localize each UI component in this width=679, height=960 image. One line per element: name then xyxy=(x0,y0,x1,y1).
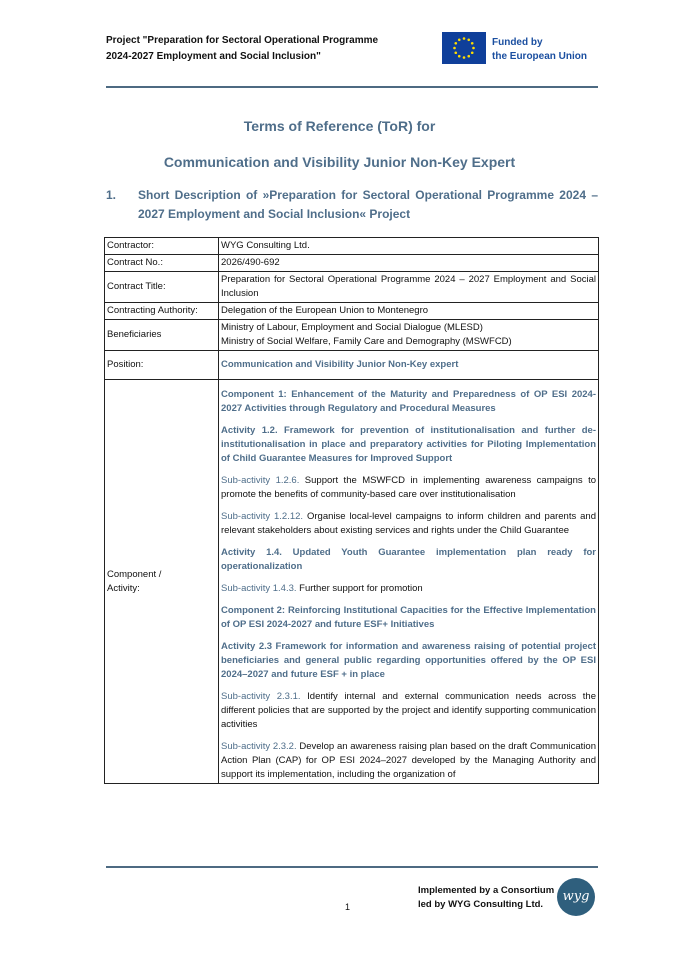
eu-star-icon xyxy=(471,51,474,54)
row-label: Contract No.: xyxy=(105,255,219,272)
eu-star-icon xyxy=(458,55,461,58)
component-label-line-2: Activity: xyxy=(107,582,140,594)
beneficiary-2: Ministry of Social Welfare, Family Care and Demography (MSWFCD) xyxy=(221,336,512,347)
implemented-line-2: led by WYG Consulting Ltd. xyxy=(418,899,544,910)
eu-star-icon xyxy=(454,51,457,54)
row-label: Beneficiaries xyxy=(105,320,219,351)
sub-activity-text: Organise local-level campaigns to inform children and parents and relevant stakeholders about existing services and rights under the Child Guarantee xyxy=(221,511,596,536)
sub-activity-id: Sub-activity 1.4.3. xyxy=(221,583,297,594)
eu-star-icon xyxy=(463,37,466,40)
table-row xyxy=(105,255,599,272)
sub-activity-1-4-3 xyxy=(221,582,596,596)
row-value: Delegation of the European Union to Montenegro xyxy=(219,303,599,320)
row-value xyxy=(219,320,599,351)
row-value: 2026/490-692 xyxy=(219,255,599,272)
activity-1-2-heading: Activity 1.2. Framework for prevention of institutionalisation and further de-institutionalisation in place and preparatory activities for Piloting Implementation of Child Guarantee Measures for Improved Support xyxy=(221,425,596,464)
implemented-line-1: Implemented by a Consortium xyxy=(418,885,555,896)
eu-star-icon xyxy=(454,42,457,45)
sub-activity-text: Support the MSWFCD in implementing awareness campaigns to promote the benefits of community-based care over institutionalisation xyxy=(221,475,596,500)
row-label: Contracting Authority: xyxy=(105,303,219,320)
project-header-line-1: Project "Preparation for Sectoral Operational Programme xyxy=(106,35,379,46)
row-value: Preparation for Sectoral Operational Programme 2024 – 2027 Employment and Social Inclusion xyxy=(219,272,599,303)
component-1-heading: Component 1: Enhancement of the Maturity and Preparedness of OP ESI 2024-2027 Activities through Regulatory and Procedural Measures xyxy=(221,389,596,414)
eu-star-icon xyxy=(467,38,470,41)
sub-activity-id: Sub-activity 2.3.1. xyxy=(221,691,301,702)
footer-divider xyxy=(106,866,598,868)
wyg-logo: wyg xyxy=(557,878,595,916)
sub-activity-1-2-6 xyxy=(221,474,596,502)
eu-star-icon xyxy=(471,42,474,45)
section-title: Short Description of »Preparation for Sectoral Operational Programme 2024 – 2027 Employment and Social Inclusion« Project xyxy=(138,188,598,221)
sub-activity-id: Sub-activity 1.2.6. xyxy=(221,475,300,486)
component-label-line-1: Component / xyxy=(107,568,162,580)
table-row xyxy=(105,238,599,255)
project-header-line-2: 2024-2027 Employment and Social Inclusion" xyxy=(106,51,321,62)
row-label: Contractor: xyxy=(105,238,219,255)
header-divider xyxy=(106,86,598,88)
component-activity-label xyxy=(105,380,219,784)
eu-star-icon xyxy=(463,56,466,59)
project-header xyxy=(106,33,378,65)
row-label: Position: xyxy=(105,351,219,380)
beneficiary-1: Ministry of Labour, Employment and Social Dialogue (MLESD) xyxy=(221,322,483,333)
document-title-line-1: Terms of Reference (ToR) for xyxy=(243,118,436,134)
position-value: Communication and Visibility Junior Non-Key expert xyxy=(219,351,599,380)
eu-star-icon xyxy=(472,47,475,50)
sub-activity-text: Further support for promotion xyxy=(296,583,423,594)
sub-activity-id: Sub-activity 1.2.12. xyxy=(221,511,304,522)
table-row xyxy=(105,351,599,380)
table-row xyxy=(105,272,599,303)
activity-1-4-heading: Activity 1.4. Updated Youth Guarantee implementation plan ready for operationalization xyxy=(221,547,596,572)
sub-activity-text: Develop an awareness raising plan based on the draft Communication Action Plan (CAP) for OP ESI 2024–2027 developed by the Managing Authority and support its implementation, including the organization of xyxy=(221,741,596,780)
section-number: 1. xyxy=(106,188,117,202)
funded-by-eu-label xyxy=(492,36,587,64)
table-row xyxy=(105,380,599,784)
activity-cell xyxy=(219,380,599,784)
sub-activity-2-3-1 xyxy=(221,690,596,732)
table-row xyxy=(105,320,599,351)
row-label: Contract Title: xyxy=(105,272,219,303)
funded-by-line-1: Funded by xyxy=(492,37,543,48)
component-2-heading: Component 2: Reinforcing Institutional Capacities for the Effective Implementation of OP ESI 2024-2027 and future ESF+ Initiatives xyxy=(221,605,596,630)
eu-star-icon xyxy=(458,38,461,41)
document-title-line-2: Communication and Visibility Junior Non-Key Expert xyxy=(163,154,516,170)
eu-flag-icon xyxy=(442,32,486,64)
implemented-by-label xyxy=(418,884,554,912)
sub-activity-text: Identify internal and external communication needs across the different policies that are supported by the project and identify supporting communication activities xyxy=(221,691,596,730)
sub-activity-2-3-2 xyxy=(221,740,596,782)
terms-of-reference-table xyxy=(104,237,599,784)
eu-star-icon xyxy=(453,47,456,50)
eu-star-icon xyxy=(467,55,470,58)
sub-activity-id: Sub-activity 2.3.2. xyxy=(221,741,297,752)
table-row xyxy=(105,303,599,320)
row-value: WYG Consulting Ltd. xyxy=(219,238,599,255)
sub-activity-1-2-12 xyxy=(221,510,596,538)
page-number: 1 xyxy=(345,902,351,912)
activity-2-3-heading: Activity 2.3 Framework for information and awareness raising of potential project beneficiaries and general public regarding opportunities offered by the OP ESI 2024–2027 and future ESF + in place xyxy=(221,641,596,680)
funded-by-line-2: the European Union xyxy=(492,51,587,62)
